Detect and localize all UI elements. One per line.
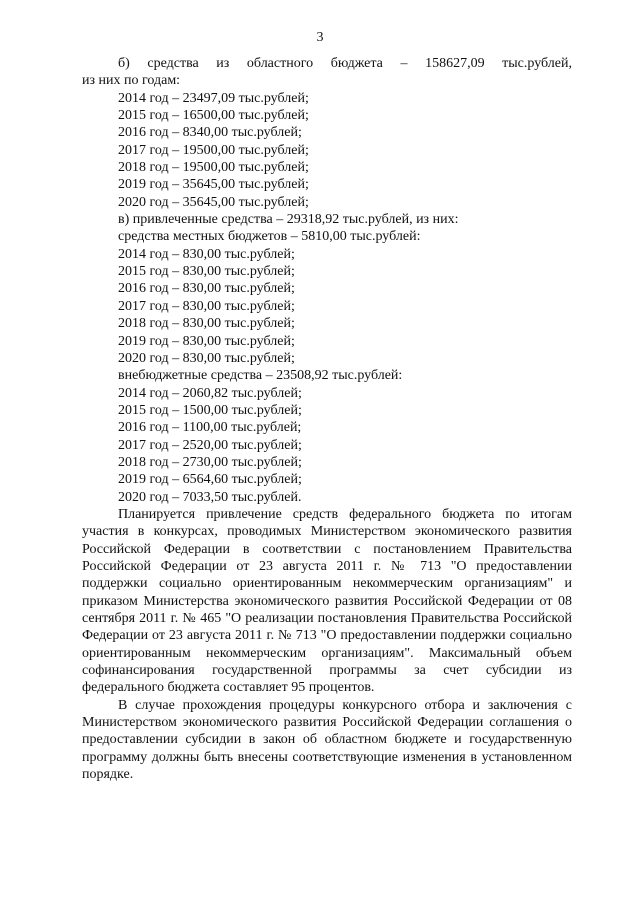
regional-budget-year: 2019 год – 35645,00 тыс.рублей;: [118, 177, 309, 193]
federal-funding-paragraph: Планируется привлечение средств федерального бюджета по итогам участия в конкурсах, проводимых Министерством экономического развития Российской Федерации в соответствии с постановлением Правительства Российской Федерации от 23 августа 2011 г. № 713 "О предоставлении поддержки социально ориентированным некоммерческим организациям" и приказом Министерства экономического развития Российской Федерации от 08 сентября 2011 г. № 465 "О реализации постановления Правительства Российской Федерации от 23 августа 2011 г. № 713 "О предоставлении поддержки социально ориентированным некоммерческим организациям". Максимальный объем софинансирования государственной программы за счет субсидии из федерального бюджета составляет 95 процентов.: [82, 506, 572, 696]
attracted-funds-heading: в) привлеченные средства – 29318,92 тыс.рублей, из них:: [118, 212, 459, 228]
extrabudgetary-year: 2019 год – 6564,60 тыс.рублей;: [118, 472, 302, 488]
page-number: 3: [316, 30, 324, 45]
local-budget-year: 2018 год – 830,00 тыс.рублей;: [118, 316, 295, 332]
extrabudgetary-heading: внебюджетные средства – 23508,92 тыс.рублей:: [118, 368, 403, 384]
local-budget-year: 2015 год – 830,00 тыс.рублей;: [118, 264, 295, 280]
extrabudgetary-year: 2020 год – 7033,50 тыс.рублей.: [118, 489, 302, 505]
local-budget-year: 2017 год – 830,00 тыс.рублей;: [118, 298, 295, 314]
local-budgets-heading: средства местных бюджетов – 5810,00 тыс.рублей:: [118, 229, 421, 245]
regional-budget-subheading: из них по годам:: [82, 73, 181, 89]
local-budget-year: 2020 год – 830,00 тыс.рублей;: [118, 350, 295, 366]
regional-budget-heading: б) средства из областного бюджета – 158627,09 тыс.рублей,: [118, 56, 572, 71]
regional-budget-year: 2016 год – 8340,00 тыс.рублей;: [118, 125, 302, 141]
local-budget-year: 2016 год – 830,00 тыс.рублей;: [118, 281, 295, 297]
extrabudgetary-year: 2015 год – 1500,00 тыс.рублей;: [118, 402, 302, 418]
extrabudgetary-year: 2017 год – 2520,00 тыс.рублей;: [118, 437, 302, 453]
document-body: [82, 55, 572, 783]
regional-budget-year: 2017 год – 19500,00 тыс.рублей;: [118, 142, 309, 158]
extrabudgetary-year: 2016 год – 1100,00 тыс.рублей;: [118, 420, 302, 436]
regional-budget-year: 2018 год – 19500,00 тыс.рублей;: [118, 160, 309, 176]
competition-paragraph: В случае прохождения процедуры конкурсного отбора и заключения с Министерством экономического развития Российской Федерации соглашения о предоставлении субсидии в закон об областном бюджете и государственную программу должны быть внесены соответствующие изменения в установленном порядке.: [82, 697, 572, 783]
local-budget-year: 2019 год – 830,00 тыс.рублей;: [118, 333, 295, 349]
regional-budget-year: 2020 год – 35645,00 тыс.рублей;: [118, 194, 309, 210]
local-budget-year: 2014 год – 830,00 тыс.рублей;: [118, 246, 295, 262]
extrabudgetary-year: 2018 год – 2730,00 тыс.рублей;: [118, 454, 302, 470]
extrabudgetary-year: 2014 год – 2060,82 тыс.рублей;: [118, 385, 302, 401]
regional-budget-year: 2015 год – 16500,00 тыс.рублей;: [118, 108, 309, 124]
regional-budget-year: 2014 год – 23497,09 тыс.рублей;: [118, 90, 309, 106]
